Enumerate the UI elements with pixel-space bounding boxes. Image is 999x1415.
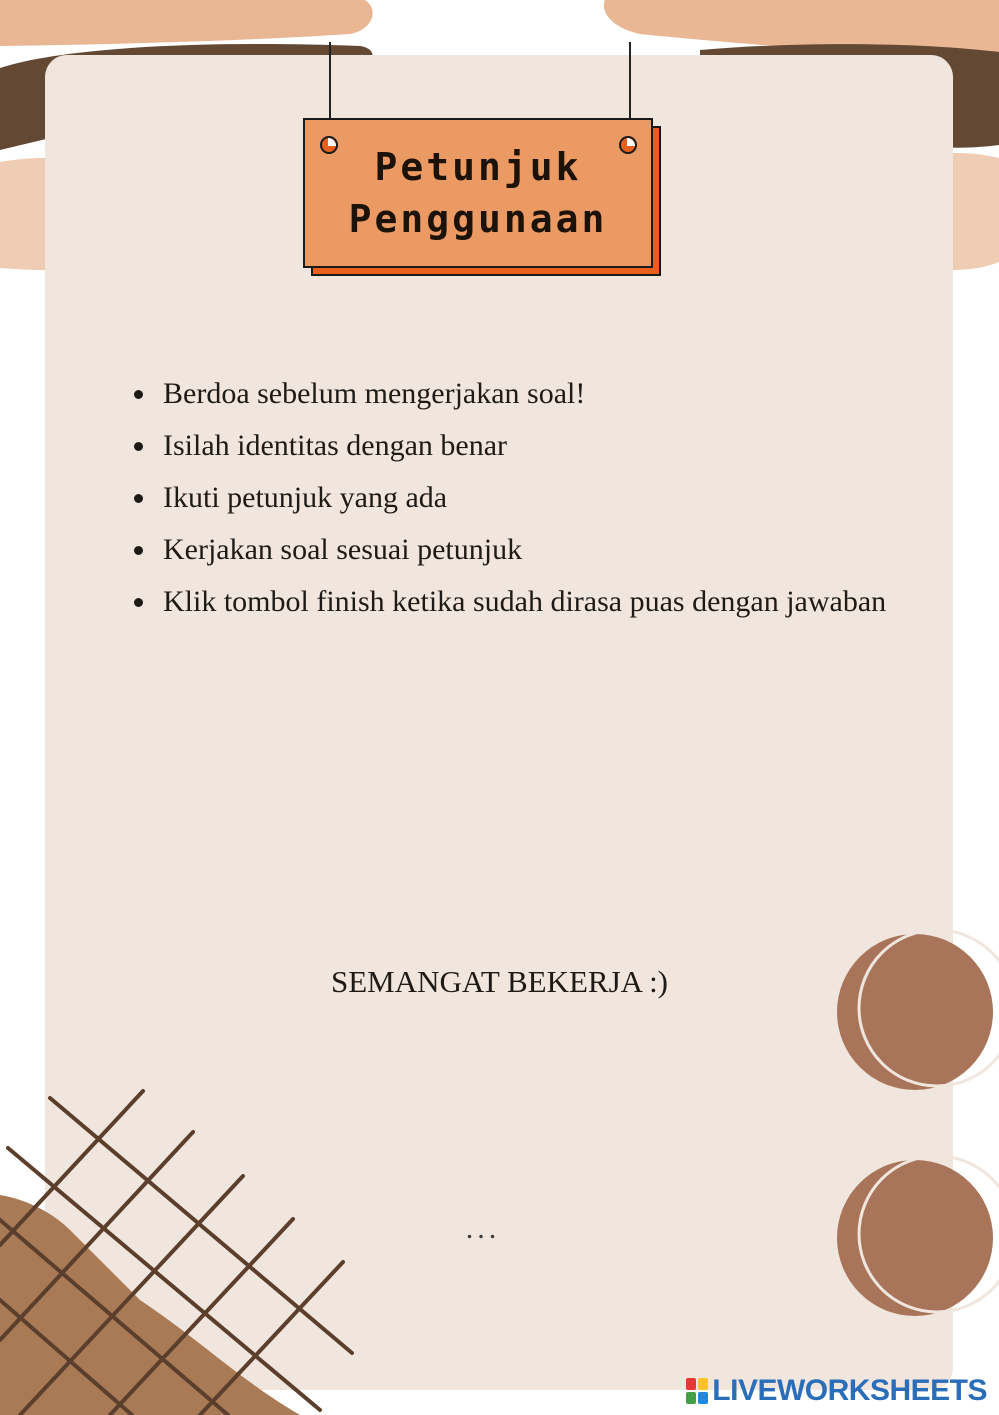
list-item: Ikuti petunjuk yang ada (163, 472, 920, 524)
list-item: Klik tombol finish ketika sudah dirasa puas dengan jawaban (163, 576, 920, 628)
page-title-line2: Penggunaan (348, 197, 608, 241)
sign-hole-left-icon (320, 136, 338, 154)
liveworksheets-brand[interactable] (686, 1373, 987, 1409)
instruction-list (130, 368, 920, 628)
ellipsis-text: ... (465, 1212, 501, 1245)
page-title-line1: Petunjuk (374, 145, 582, 189)
peach-brush-stroke-top-left (0, 0, 373, 46)
list-item: Kerjakan soal sesuai petunjuk (163, 524, 920, 576)
sign-hole-right-icon (619, 136, 637, 154)
title-sign (303, 118, 653, 268)
brand-name: LIVEWORKSHEETS (712, 1374, 987, 1407)
sign-face (303, 118, 653, 268)
liveworksheets-logo-icon (686, 1378, 708, 1404)
list-item: Berdoa sebelum mengerjakan soal! (163, 368, 920, 420)
motto-text: SEMANGAT BEKERJA :) (330, 964, 669, 999)
list-item: Isilah identitas dengan benar (163, 420, 920, 472)
